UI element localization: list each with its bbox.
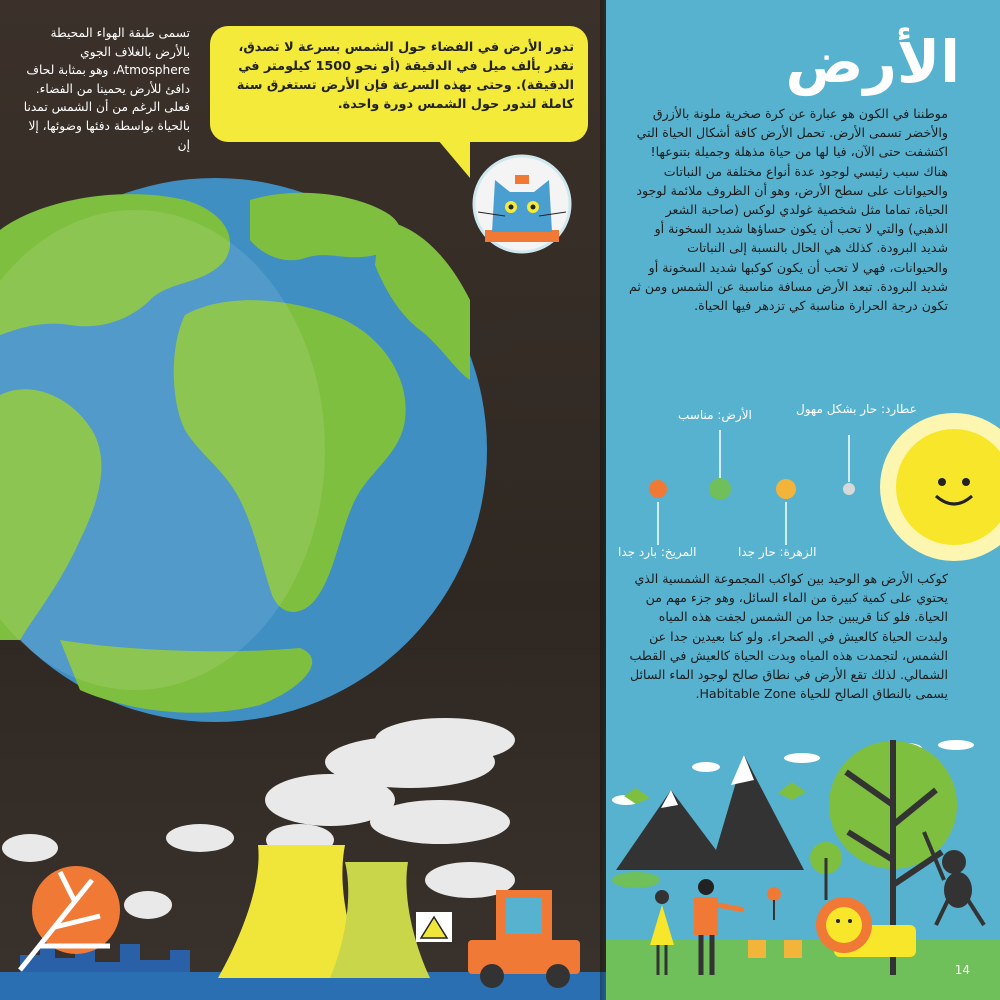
sun-icon [880, 413, 1000, 561]
page-number: 14 [954, 963, 970, 977]
cat-hat [515, 175, 529, 184]
mars-planet [649, 480, 667, 498]
speech-bubble: تدور الأرض في الفضاء حول الشمس بسرعة لا تصدق، تقدر بألف ميل في الدقيقة (أو نحو 1500 كيلومتر في الدقيقة). وحتى بهذه السرعة فإن الأرض تستغرق سنة كاملة لتدور حول الشمس دورة واحدة. [210, 26, 588, 142]
label-mercury: عطارد: حار بشكل مهول [796, 402, 917, 416]
bird-right-icon [778, 782, 806, 800]
bubble-tail [438, 140, 470, 178]
page-title: الأرض [785, 28, 960, 96]
mercury-planet [843, 483, 855, 495]
earth-planet [709, 478, 731, 500]
label-venus: الزهرة: حار جدا [738, 545, 817, 559]
mountains [616, 755, 804, 870]
habitable-zone-paragraph: كوكب الأرض هو الوحيد بين كواكب المجموعة الشمسية الذي يحتوي على كمية كبيرة من الماء السائل، وهو جزء مهم من الحياة. فلو كنا قريبين جدا من الشمس لجفت هذه المياه ولبدت الحياة كالعيش في الصحراء. ولو كنا بعيدين جدا عن الشمس، لتجمدت هذه المياه وبدت الحياة كالعيش في القطب الشمالي. لذلك تقع الأرض في نطاق صالح لوجود الماء السائل يسمى بالنطاق الصالح للحياة Habitable Zone. [629, 571, 948, 702]
intro-paragraph: موطننا في الكون هو عبارة عن كرة صخرية ملونة بالأزرق والأخضر تسمى الأرض. تحمل الأرض كافة أشكال الحياة التي اكتشفت حتى الآن، فيا لها من حياة مذهلة وجميلة بتنوعها! هناك سبب رئيسي لوجود عدة أنواع مختلفة من النباتات والحيوانات على سطح الأرض، وهو أن الظروف ملائمة لوجود الحياة، تماما مثل شخصية غولدي لوكس (صاحبة الشعر الذهبي) والتي لا تحب أن يكون حساؤها شديد السخونة أو شديد البرودة. كذلك هي الحال بالنسبة إلى النباتات والحيوانات، فهي لا تحب أن يكون كوكبها شديد السخونة أو شديد البرودة. تبعد الأرض مسافة مناسبة عن الشمس ومن ثم تكون درجة الحرارة مناسبة كي تزدهر فيها الحياة. [628, 106, 948, 314]
venus-planet [776, 479, 796, 499]
atmosphere-text: تسمى طبقة الهواء المحيطة بالأرض بالغلاف الجوي Atmosphere، وهو بمثابة لحاف دافئ للأرض يحمينا من الفضاء. فعلى الرغم من أن الشمس تمدنا بالحياة بواسطة دفئها وضوئها، إلا إن [23, 26, 190, 152]
lion-icon [816, 897, 916, 957]
label-earth: الأرض: مناسب [678, 408, 752, 422]
label-mars: المريخ: بارد جدا [618, 545, 697, 559]
